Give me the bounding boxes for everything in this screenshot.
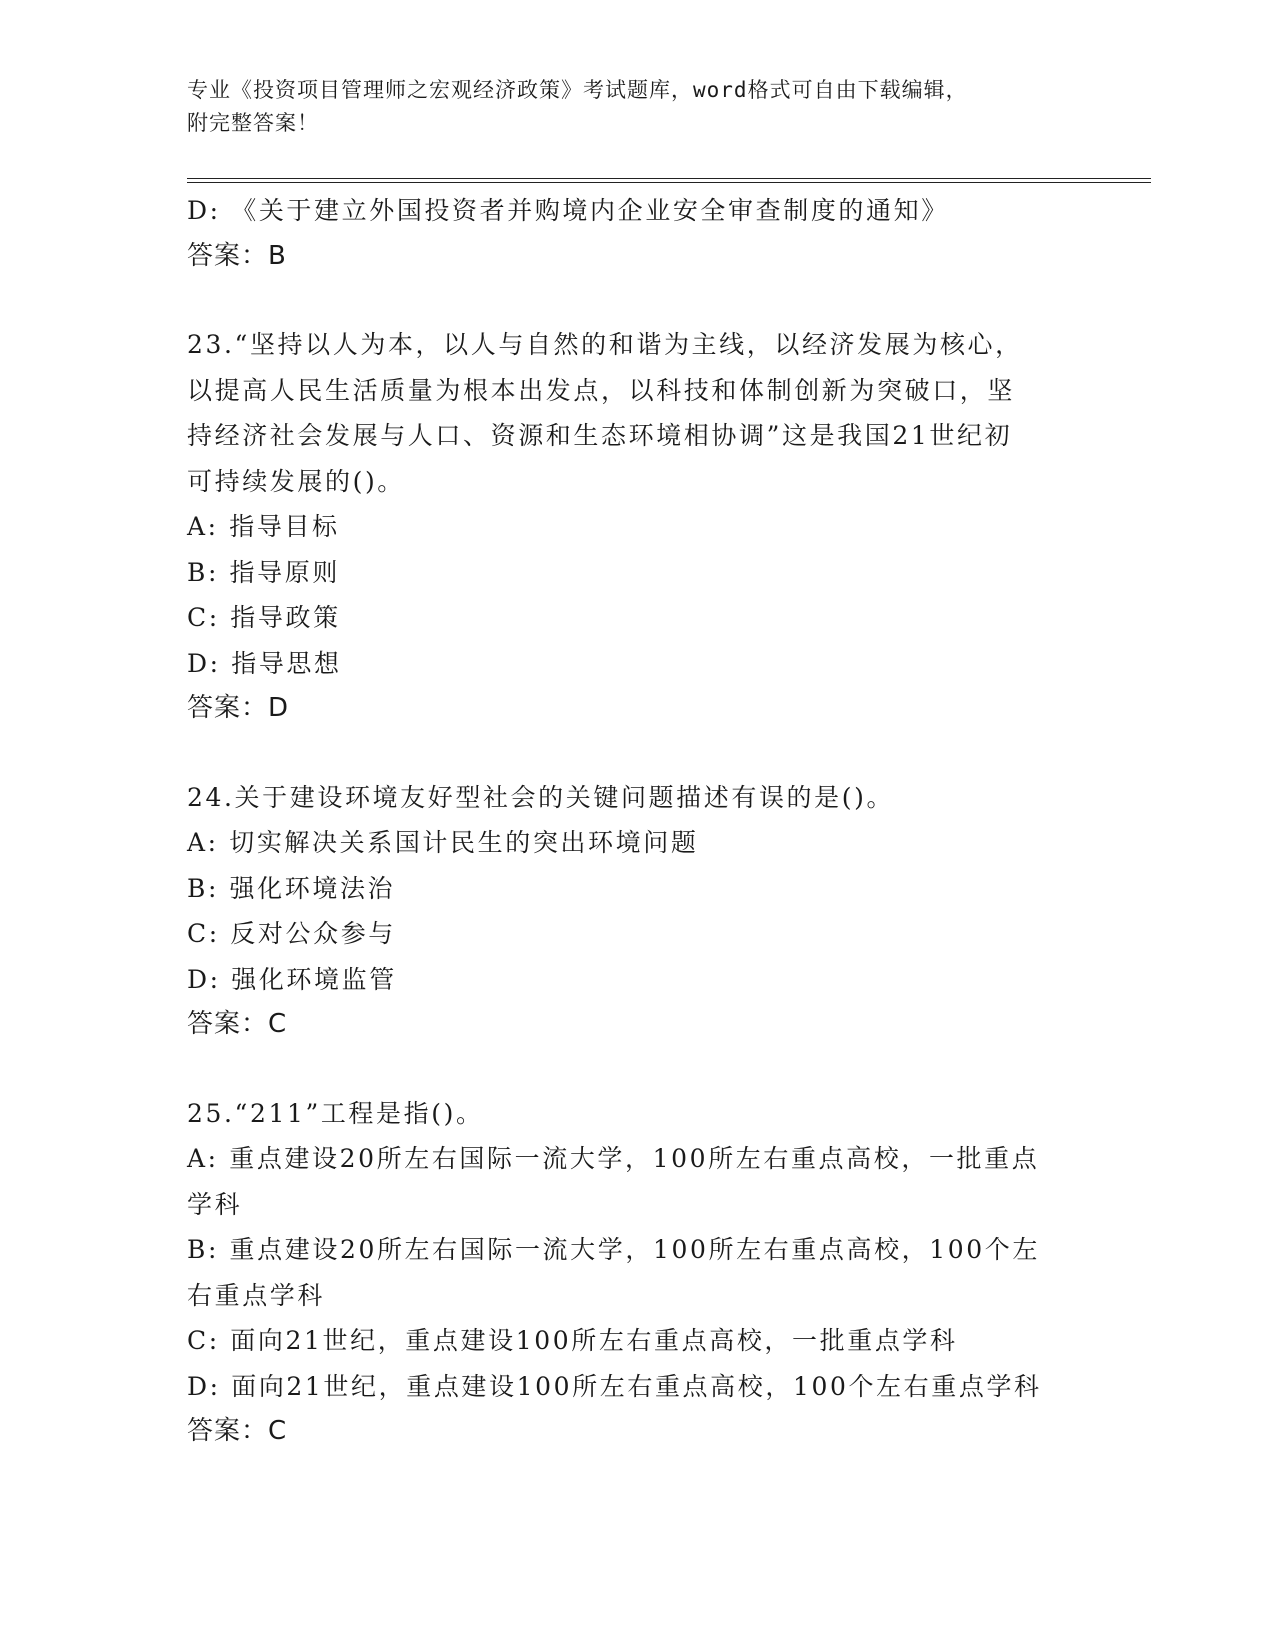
option-d: D: 指导思想 (187, 648, 342, 678)
question-text-line: 24.关于建设环境友好型社会的关键问题描述有误的是()。 (187, 782, 895, 812)
option-c: C: 反对公众参与 (187, 919, 396, 948)
answer: 答案：D (187, 693, 290, 723)
option-d: D: 面向21世纪，重点建设100所左右重点高校，100个左右重点学科 (187, 1371, 1042, 1401)
question-24 (187, 775, 1087, 1048)
option-b: B: 指导原则 (187, 557, 340, 587)
spacer (187, 279, 1087, 322)
option-a-line: A: 重点建设20所左右国际一流大学，100所左右重点高校，一批重点 (187, 1144, 1040, 1173)
prev-question-option-d: D: 《关于建立外国投资者并购境内企业安全审查制度的通知》 (187, 196, 949, 225)
option-a-line: 学科 (187, 1189, 243, 1219)
question-25 (187, 1091, 1087, 1455)
question-text-line: 23.“坚持以人为本，以人与自然的和谐为主线，以经济发展为核心， (187, 330, 1023, 359)
question-text-line: 25.“211”工程是指()。 (187, 1098, 484, 1128)
answer: 答案：C (187, 1416, 288, 1446)
header-line-1: 专业《投资项目管理师之宏观经济政策》考试题库，word格式可自由下载编辑， (187, 78, 968, 102)
option-c: C: 指导政策 (187, 603, 341, 632)
option-a: A: 切实解决关系国计民生的突出环境问题 (187, 828, 699, 857)
document-body (187, 188, 1087, 1455)
header-line-2: 附完整答案！ (187, 111, 319, 135)
spacer (187, 1048, 1087, 1091)
option-b: B: 强化环境法治 (187, 873, 396, 903)
option-c: C: 面向21世纪，重点建设100所左右重点高校，一批重点学科 (187, 1326, 958, 1355)
option-b-line: 右重点学科 (187, 1280, 326, 1310)
page-header (187, 74, 1067, 140)
question-text-line: 以提高人民生活质量为根本出发点，以科技和体制创新为突破口，坚 (187, 375, 1016, 405)
prev-question-answer: 答案：B (187, 240, 287, 271)
answer: 答案：C (187, 1009, 288, 1039)
option-b-line: B: 重点建设20所左右国际一流大学，100所左右重点高校，100个左 (187, 1235, 1040, 1264)
question-23 (187, 322, 1087, 732)
spacer (187, 732, 1087, 775)
header-divider (187, 178, 1151, 183)
option-a: A: 指导目标 (187, 512, 340, 541)
question-text-line: 持经济社会发展与人口、资源和生态环境相协调”这是我国21世纪初 (187, 421, 1013, 450)
option-d: D: 强化环境监管 (187, 964, 397, 994)
question-text-line: 可持续发展的()。 (187, 466, 405, 496)
